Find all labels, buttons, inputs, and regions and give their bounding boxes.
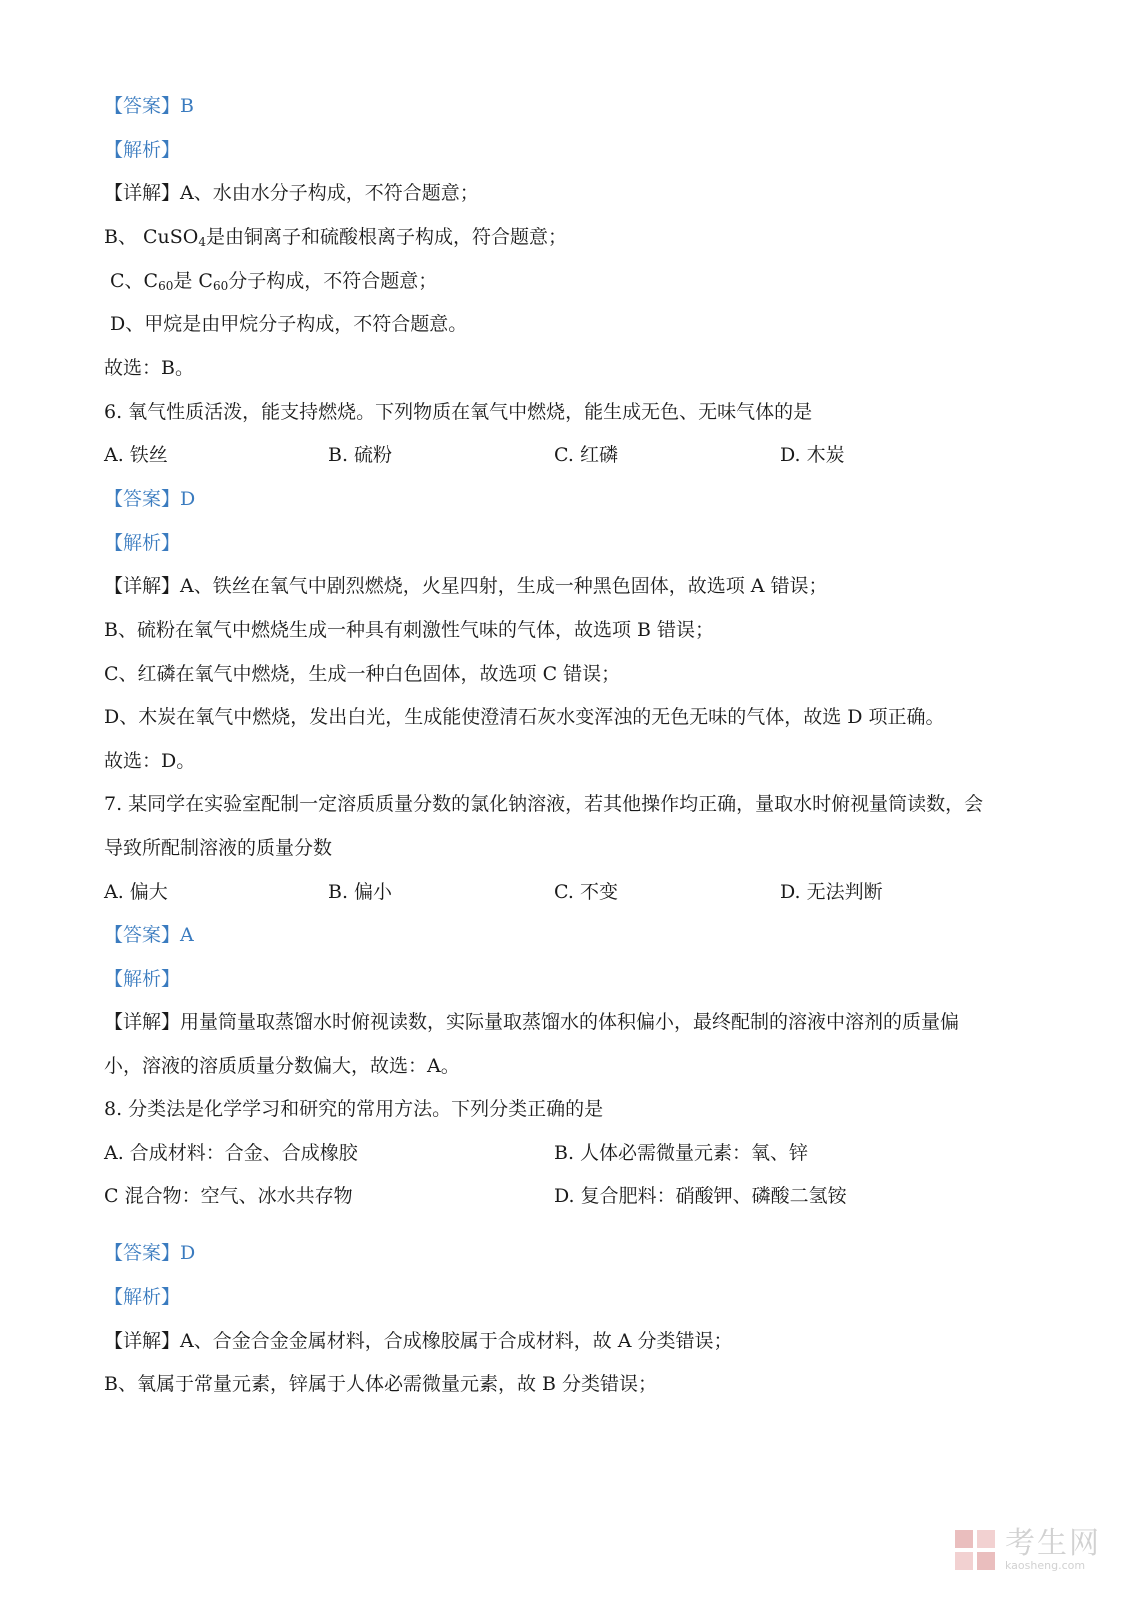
q8-analysis-heading: 【解析】 bbox=[104, 1286, 181, 1308]
watermark-name: 考生网 bbox=[1005, 1526, 1101, 1561]
q5-detail-c bbox=[110, 269, 437, 293]
detail-tag: 【详解】 bbox=[104, 1011, 181, 1033]
q6-answer: 【答案】D bbox=[104, 488, 196, 510]
q7-answer: 【答案】A bbox=[104, 924, 194, 946]
q6-question: 6. 氧气性质活泼，能支持燃烧。下列物质在氧气中燃烧，能生成无色、无味气体的是 bbox=[104, 401, 813, 423]
q6-choice: 故选：D。 bbox=[104, 750, 196, 772]
q7-option-c: C. 不变 bbox=[554, 881, 618, 903]
watermark-text bbox=[1005, 1528, 1101, 1572]
q6-option-b: B. 硫粉 bbox=[328, 444, 393, 466]
q5-answer: 【答案】B bbox=[104, 95, 194, 117]
q6-detail-a bbox=[104, 574, 828, 598]
text: 是 C bbox=[173, 270, 213, 292]
detail-tag: 【详解】 bbox=[104, 575, 181, 597]
q8-option-b: B. 人体必需微量元素：氧、锌 bbox=[554, 1142, 809, 1164]
detail-tag: 【详解】 bbox=[104, 182, 181, 204]
q7-analysis-heading: 【解析】 bbox=[104, 968, 181, 990]
q6-detail-d: D、木炭在氧气中燃烧，发出白光，生成能使澄清石灰水变浑浊的无色无味的气体，故选 D 项正确。 bbox=[104, 706, 945, 728]
q6-detail-b: B、硫粉在氧气中燃烧生成一种具有刺激性气味的气体，故选项 B 错误； bbox=[104, 619, 715, 641]
q6-option-d: D. 木炭 bbox=[780, 444, 845, 466]
watermark-url: kaosheng.com bbox=[1005, 1559, 1086, 1572]
q7-option-a: A. 偏大 bbox=[104, 881, 168, 903]
q7-option-d: D. 无法判断 bbox=[780, 881, 883, 903]
text: B、 CuSO bbox=[104, 226, 199, 248]
watermark bbox=[953, 1528, 1101, 1572]
detail-text: 用量筒量取蒸馏水时俯视读数，实际量取蒸馏水的体积偏小，最终配制的溶液中溶剂的质量偏 bbox=[180, 1011, 960, 1033]
text: 分子构成，不符合题意； bbox=[228, 270, 438, 292]
q8-option-c: C 混合物：空气、冰水共存物 bbox=[104, 1185, 353, 1207]
subscript: 60 bbox=[158, 279, 174, 293]
q5-analysis-heading: 【解析】 bbox=[104, 139, 181, 161]
q6-option-c: C. 红磷 bbox=[554, 444, 618, 466]
q8-detail-b: B、氧属于常量元素，锌属于人体必需微量元素，故 B 分类错误； bbox=[104, 1373, 658, 1395]
q7-question-line2: 导致所配制溶液的质量分数 bbox=[104, 837, 333, 859]
detail-text: A、合金合金金属材料，合成橡胶属于合成材料，故 A 分类错误； bbox=[180, 1330, 733, 1352]
q8-answer: 【答案】D bbox=[104, 1242, 196, 1264]
text: C、C bbox=[110, 270, 159, 292]
subscript: 4 bbox=[198, 235, 207, 249]
q6-analysis-heading: 【解析】 bbox=[104, 532, 181, 554]
q7-question-line1: 7. 某同学在实验室配制一定溶质质量分数的氯化钠溶液，若其他操作均正确，量取水时俯视量筒读数，会 bbox=[104, 793, 984, 815]
detail-text: A、铁丝在氧气中剧烈燃烧，火星四射，生成一种黑色固体，故选项 A 错误； bbox=[180, 575, 828, 597]
kaosheng-logo-icon bbox=[953, 1528, 997, 1572]
q6-detail-c: C、红磷在氧气中燃烧，生成一种白色固体，故选项 C 错误； bbox=[104, 663, 621, 685]
q5-detail-b bbox=[104, 225, 567, 249]
q8-question: 8. 分类法是化学学习和研究的常用方法。下列分类正确的是 bbox=[104, 1098, 604, 1120]
detail-tag: 【详解】 bbox=[104, 1330, 181, 1352]
q7-detail-line1 bbox=[104, 1010, 959, 1034]
detail-text: A、水由水分子构成，不符合题意； bbox=[180, 182, 479, 204]
q8-option-d: D. 复合肥料：硝酸钾、磷酸二氢铵 bbox=[554, 1185, 847, 1207]
q8-detail-a bbox=[104, 1329, 733, 1353]
text: 是由铜离子和硫酸根离子构成，符合题意； bbox=[206, 226, 568, 248]
q5-detail-d: D、甲烷是由甲烷分子构成，不符合题意。 bbox=[110, 313, 468, 335]
q5-choice: 故选：B。 bbox=[104, 357, 194, 379]
q6-option-a: A. 铁丝 bbox=[104, 444, 168, 466]
q8-option-a: A. 合成材料：合金、合成橡胶 bbox=[104, 1142, 358, 1164]
subscript: 60 bbox=[212, 279, 229, 293]
q5-detail-a bbox=[104, 181, 479, 205]
q7-detail-line2: 小，溶液的溶质质量分数偏大，故选：A。 bbox=[104, 1055, 460, 1077]
q7-option-b: B. 偏小 bbox=[328, 881, 393, 903]
